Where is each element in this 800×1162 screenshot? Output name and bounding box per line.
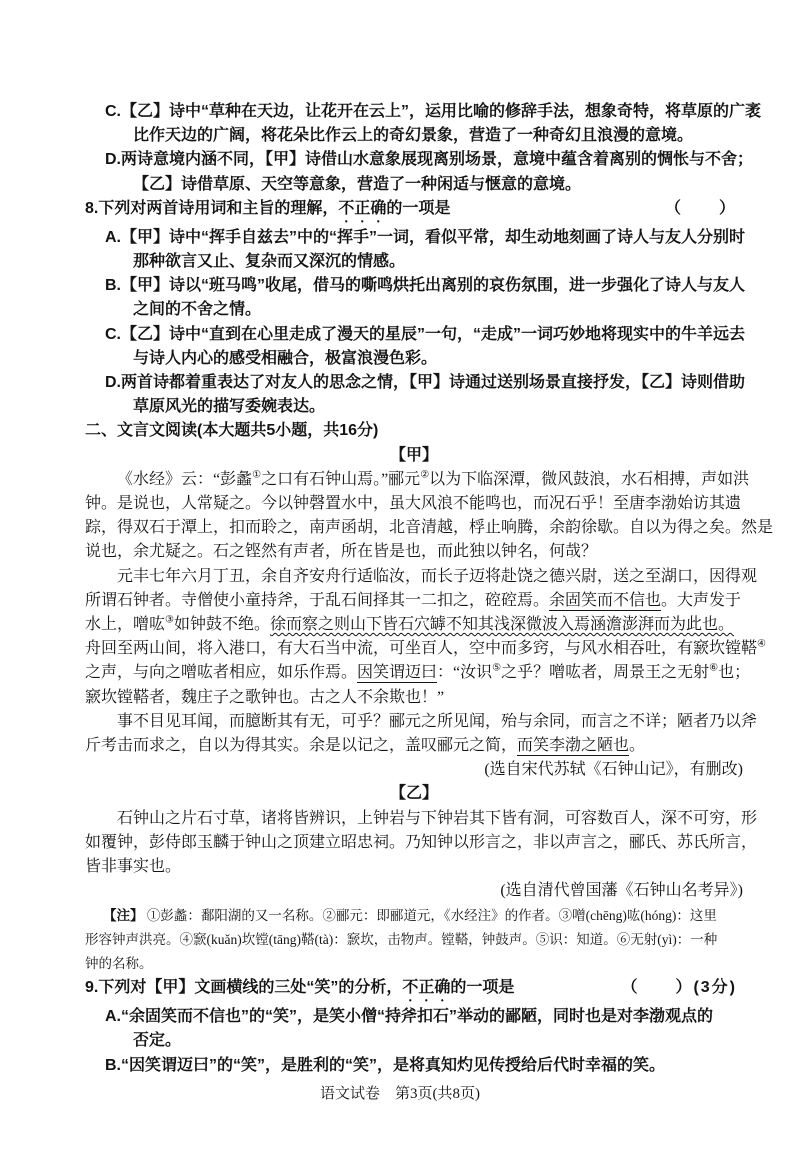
passage-jia-source: (选自宋代苏轼《石钟山记》，有删改): [484, 761, 743, 779]
q7-option-d-line-2: 【乙】诗借草原、天空等意象，营造了一种闲适与惬意的意境。: [133, 175, 582, 193]
passage-jia-label: 【甲】: [389, 446, 438, 464]
notes-line: 形容钟声洪亮。④窾(kuǎn)坎镗(tāng)鞳(tà)：窾坎，击物声。镗鞳，钟鼓声。⑤识：知道。⑥无射(yì)：一种: [85, 931, 718, 947]
underlined-smile-1: 余固笑而不信也: [549, 591, 662, 609]
passage-jia-line: 水上，噌吰③如钟鼓不绝。徐而察之则山下皆石穴罅不知其浅深微波入焉涵澹澎湃而为此也。: [85, 614, 735, 634]
passage-jia-line: 之声，与向之噌吰者相应，如乐作焉。因笑谓迈曰：“汝识⑤之乎？噌吰者，周景王之无射⑥也；: [85, 663, 751, 682]
passage-jia-line: 所谓石钟者。寺僧使小童持斧，于乱石间择其一二扣之，硿硿焉。余固笑而不信也。大声发于: [85, 591, 742, 609]
underlined-smile-2: 因笑谓迈曰: [357, 664, 438, 682]
emphasized-incorrect: 不正确: [402, 979, 451, 997]
section-2-heading: 二、文言文阅读(本大题共5小题，共16分): [85, 422, 379, 440]
passage-jia-line: 踪，得双石于潭上，扣而聆之，南声函胡，北音清越，桴止响腾，余韵徐歇。自以为得之矣。然是: [85, 519, 774, 537]
question-8-stem: [85, 197, 743, 226]
q9-option-a-line-1: A.“余固笑而不信也”的“笑”，是笑小僧“持斧扣石”举动的鄙陋，同时也是对李渤观点的: [105, 1008, 714, 1026]
passage-jia-line: 钟。是说也，人常疑之。今以钟磬置水中，虽大风浪不能鸣也，而况石乎！至唐李渤始访其遗: [85, 495, 742, 513]
wavy-underlined-sentence: 徐而察之则山下皆石穴罅不知其浅深微波入焉涵澹澎湃而为此也。: [270, 616, 735, 634]
footnote-ref-1: ①: [252, 469, 262, 481]
q8-option-b-line-1: B.【甲】诗以“班马鸣”收尾，借马的嘶鸣烘托出离别的哀伤氛围，进一步强化了诗人与友人: [105, 277, 746, 295]
q8-option-d-line-2: 草原风光的描写委婉表达。: [133, 398, 326, 416]
notes-line: 【注】 ①彭蠡：鄱阳湖的又一名称。②郦元：即郦道元，《水经注》的作者。③噌(chēng)吰(hóng)：这里: [103, 907, 717, 923]
page-content: [85, 100, 774, 1078]
passage-yi-label: 【乙】: [389, 785, 438, 803]
q7-option-c-line-2: 比作天边的广阔，将花朵比作云上的奇幻景象，营造了一种奇幻且浪漫的意境。: [133, 127, 694, 145]
answer-bracket: （ ）: [664, 199, 737, 217]
footnote-ref-6: ⑥: [709, 663, 719, 675]
emphasized-incorrect: 不正确: [338, 199, 387, 217]
q9-option-a-line-2: 否定。: [133, 1032, 182, 1050]
passage-jia-line: 元丰七年六月丁丑，余自齐安舟行适临汝，而长子迈将赴饶之德兴尉，送之至湖口，因得观: [117, 567, 758, 585]
question-8-text: 8.下列对两首诗用词和主旨的理解，不正确的一项是: [85, 199, 451, 217]
passage-jia-line: 《水经》云：“彭蠡①之口有石钟山焉。”郦元②以为下临深潭，微风鼓浪，水石相搏，声如洪: [117, 469, 750, 488]
q8-option-c-line-1: C.【乙】诗中“直到在心里走成了漫天的星辰”一句，“走成”一词巧妙地将现实中的牛羊远去: [105, 325, 746, 343]
passage-yi-line: 皆非事实也。: [85, 858, 182, 876]
passage-yi-source: (选自清代曾国藩《石钟山名考异》): [500, 882, 743, 900]
q8-option-a-line-1: A.【甲】诗中“挥手自兹去”中的“挥手”一词，看似平常，却生动地刻画了诗人与友人分别时: [105, 228, 746, 246]
q7-option-c-line-1: C.【乙】诗中“草种在天边，让花开在云上”，运用比喻的修辞手法，想象奇特，将草原的广袤: [105, 103, 762, 120]
question-9-text: 9.下列对【甲】文画横线的三处“笑”的分析，不正确的一项是: [85, 979, 515, 997]
q9-option-b-line-1: B.“因笑谓迈曰”的“笑”，是胜利的“笑”，是将真知灼见传授给后代时幸福的笑。: [105, 1056, 666, 1074]
q7-option-d-line-1: D.两诗意境内涵不同，【甲】诗借山水意象展现离别场景，意境中蕴含着离别的惆怅与不舍；: [105, 151, 754, 169]
q8-option-c-line-2: 与诗人内心的感受相融合，极富浪漫色彩。: [133, 349, 438, 367]
question-8-number: 8.: [85, 199, 99, 217]
passage-jia-line: 舟回至两山间，将入港口，有大石当中流，可坐百人，空中而多窍，与风水相吞吐，有窾坎镗鞳④: [85, 638, 766, 658]
passage-jia-line: 事不目见耳闻，而臆断其有无，可乎？郦元之所见闻，殆与余同，而言之不详；陋者乃以斧: [117, 712, 758, 730]
passage-jia-line: 窾坎镗鞳者，魏庄子之歌钟也。古之人不余欺也！”: [85, 688, 445, 706]
passage-jia-line: 斤考击而求之，自以为得其实。余是以记之，盖叹郦元之简，而笑李渤之陋也。: [85, 737, 646, 755]
footnote-ref-4: ④: [757, 638, 766, 650]
q8-option-a-line-2: 那种欲言又止、复杂而又深沉的情感。: [133, 253, 406, 271]
q8-option-b-line-2: 之间的不舍之情。: [133, 301, 262, 319]
q8-option-d-line-1: D.两首诗都着重表达了对友人的思念之情，【甲】诗通过送别场景直接抒发，【乙】诗则借助: [105, 374, 746, 392]
footnote-ref-2: ②: [420, 469, 430, 481]
footnote-ref-5: ⑤: [492, 663, 502, 675]
passage-yi-line: 如覆钟，彭侍郎玉麟于钟山之顶建立昭忠祠。乃知钟以形言之，非以声言之，郦氏、苏氏所言，: [85, 833, 758, 851]
underlined-smile-3: 而笑李渤之陋也: [517, 737, 630, 755]
question-9-number: 9.: [85, 979, 99, 997]
passage-jia-line: 说也，余尤疑之。石之铿然有声者，所在皆是也，而此独以钟名，何哉？: [85, 543, 598, 561]
page-footer: 语文试卷 第3页(共8页): [320, 1086, 480, 1102]
passage-yi-line: 石钟山之片石寸草，诸将皆辨识，上钟岩与下钟岩其下皆有洞，可容数百人，深不可穷，形: [117, 809, 758, 827]
footnote-ref-3: ③: [165, 614, 174, 626]
notes-label: 【注】: [103, 907, 144, 923]
answer-bracket-with-score: （ ）(3分): [621, 979, 737, 997]
notes-line: 钟的名称。: [85, 955, 153, 971]
question-9-stem: [85, 976, 743, 1005]
